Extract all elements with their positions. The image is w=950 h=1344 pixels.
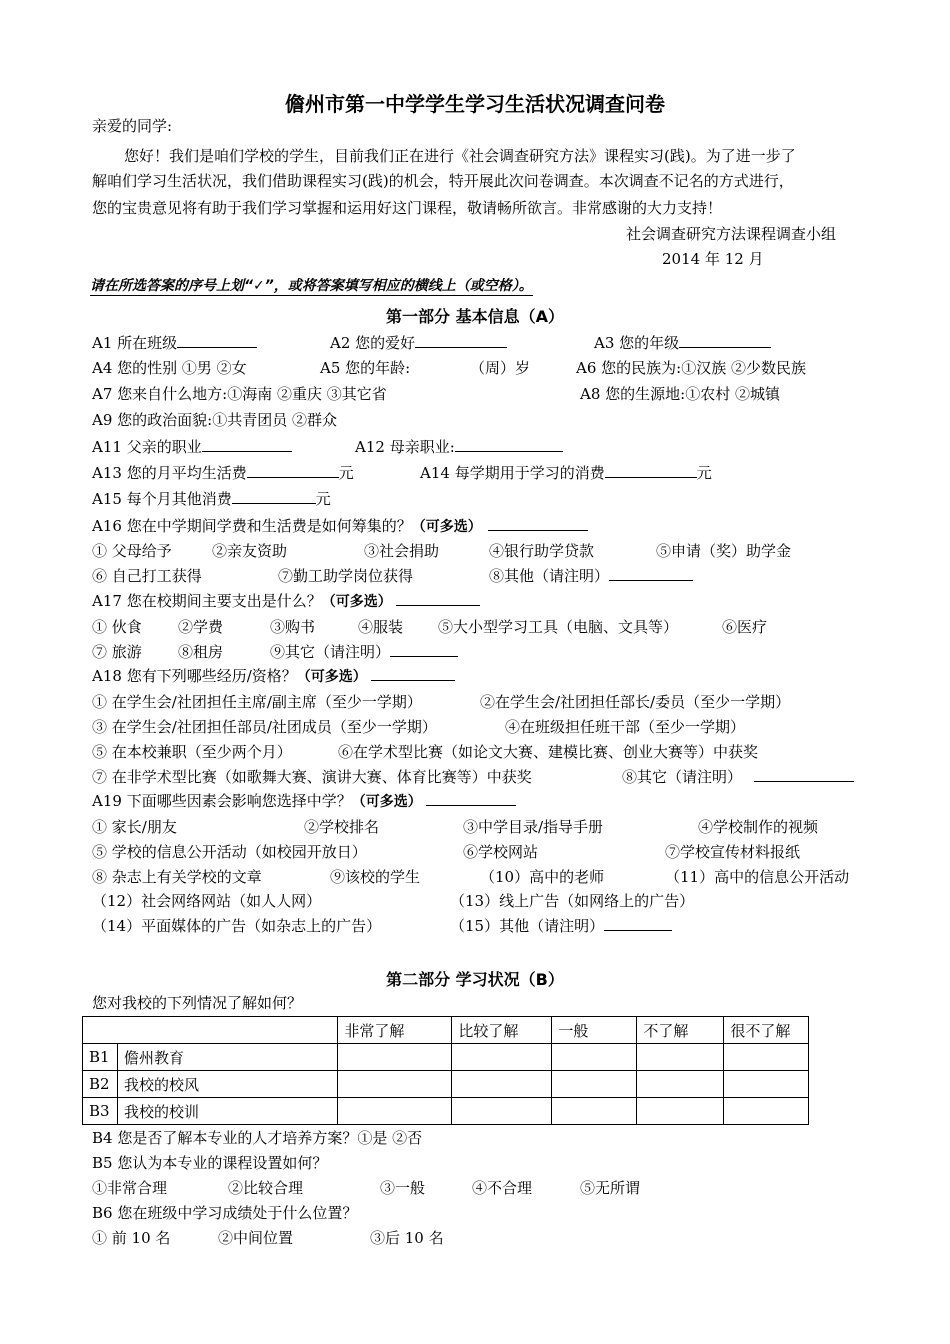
- a16-other-blank[interactable]: [609, 566, 693, 581]
- a15-blank[interactable]: [232, 489, 316, 504]
- question-a13: [92, 463, 354, 483]
- a16-blank[interactable]: [488, 516, 588, 531]
- column-header: 比较了解: [452, 1017, 552, 1044]
- a19-option-6[interactable]: ⑥学校网站: [463, 843, 539, 861]
- row-label: 我校的校训: [118, 1098, 338, 1125]
- page-title: 儋州市第一中学学生学习生活状况调查问卷: [285, 92, 665, 116]
- a17-option-4[interactable]: ④服装: [358, 618, 404, 636]
- a16-option-8[interactable]: [489, 566, 693, 586]
- question-a11: [92, 437, 292, 457]
- a18-other-blank[interactable]: [754, 767, 854, 782]
- b6-option-1[interactable]: ① 前 10 名: [92, 1229, 171, 1247]
- column-header: 非常了解: [338, 1017, 452, 1044]
- question-a3: [594, 333, 771, 353]
- a2-blank[interactable]: [415, 333, 507, 348]
- table-corner-cell: [83, 1017, 338, 1044]
- a3-label: A3 您的年级: [594, 334, 680, 352]
- a12-blank[interactable]: [455, 437, 563, 452]
- question-a1: [92, 333, 257, 353]
- question-a9[interactable]: A9 您的政治面貌:①共青团员 ②群众: [92, 411, 337, 429]
- a14-blank[interactable]: [605, 463, 697, 478]
- row-id: B2: [83, 1071, 118, 1098]
- column-header: 一般: [552, 1017, 637, 1044]
- answer-cell[interactable]: [338, 1044, 452, 1071]
- a15-unit: 元: [315, 490, 331, 508]
- a18-option-3[interactable]: ③ 在学生会/社团担任部员/社团成员（至少一学期）: [92, 718, 437, 736]
- a18-blank[interactable]: [371, 666, 455, 681]
- question-a7[interactable]: A7 您来自什么地方:①海南 ②重庆 ③其它省: [92, 385, 387, 403]
- a17-option-8[interactable]: ⑧租房: [178, 643, 224, 661]
- intro-line-2: 解咱们学习生活状况，我们借助课程实习(践)的机会，特开展此次问卷调查。本次调查不记名的方式进行，: [92, 172, 794, 190]
- a17-label: A17 您在校期间主要支出是什么？: [92, 592, 322, 610]
- a16-option-8-label: ⑧其他（请注明）: [489, 567, 610, 585]
- a19-blank[interactable]: [426, 791, 516, 806]
- table-row: [83, 1071, 809, 1098]
- question-a12: [355, 437, 563, 457]
- table-row: [83, 1044, 809, 1071]
- answer-cell[interactable]: [552, 1098, 637, 1125]
- a16-option-5[interactable]: ⑤申请（奖）助学金: [656, 542, 792, 560]
- a13-blank[interactable]: [247, 463, 339, 478]
- a19-option-3[interactable]: ③中学目录/指导手册: [463, 818, 604, 836]
- a17-option-7[interactable]: ⑦ 旅游: [92, 643, 142, 661]
- a17-blank[interactable]: [396, 591, 480, 606]
- a18-option-7[interactable]: ⑦ 在非学术型比赛（如歌舞大赛、演讲大赛、体育比赛等）中获奖: [92, 768, 532, 786]
- instruction: 请在所选答案的序号上划“✓”，或将答案填写相应的横线上（或空格）。: [90, 278, 533, 294]
- a17-option-2[interactable]: ②学费: [178, 618, 224, 636]
- question-a4[interactable]: A4 您的性别 ①男 ②女: [92, 359, 247, 377]
- table-question: 您对我校的下列情况了解如何？: [92, 994, 303, 1012]
- answer-cell[interactable]: [637, 1098, 724, 1125]
- a18-option-4[interactable]: ④在班级担任班干部（至少一学期）: [505, 718, 746, 736]
- a18-option-8-label: ⑧其它（请注明）: [622, 768, 743, 786]
- a19-option-13[interactable]: （13）线上广告（如网络上的广告）: [450, 892, 695, 910]
- a13-label: A13 您的月平均生活费: [92, 464, 247, 482]
- a1-blank[interactable]: [177, 333, 257, 348]
- a2-label: A2 您的爱好: [330, 334, 416, 352]
- intro-line-3: 您的宝贵意见将有助于我们学习掌握和运用好这门课程，敬请畅所欲言。非常感谢的大力支持！: [92, 199, 723, 217]
- question-a16: [92, 516, 588, 536]
- a17-multi-note: （可多选）: [321, 594, 392, 610]
- a16-option-3[interactable]: ③社会捐助: [364, 542, 440, 560]
- column-header: 很不了解: [724, 1017, 809, 1044]
- knowledge-table: [82, 1016, 809, 1125]
- question-b5: B5 您认为本专业的课程设置如何？: [92, 1154, 328, 1172]
- b5-option-4[interactable]: ④不合理: [472, 1179, 533, 1197]
- question-b4[interactable]: B4 您是否了解本专业的人才培养方案？①是 ②否: [92, 1129, 423, 1147]
- a13-unit: 元: [338, 464, 354, 482]
- answer-cell[interactable]: [724, 1098, 809, 1125]
- a16-label: A16 您在中学期间学费和生活费是如何筹集的？: [92, 517, 412, 535]
- a19-option-9[interactable]: ⑨该校的学生: [330, 868, 421, 886]
- answer-cell[interactable]: [724, 1071, 809, 1098]
- table-row: [83, 1098, 809, 1125]
- a18-option-5[interactable]: ⑤ 在本校兼职（至少两个月）: [92, 743, 292, 761]
- part2-title: 第二部分 学习状况（B）: [386, 970, 564, 989]
- a11-blank[interactable]: [202, 437, 292, 452]
- a19-option-1[interactable]: ① 家长/朋友: [92, 818, 177, 836]
- b5-option-5[interactable]: ⑤无所谓: [580, 1179, 641, 1197]
- a17-option-9[interactable]: [270, 642, 458, 662]
- b5-option-3[interactable]: ③一般: [380, 1179, 426, 1197]
- answer-cell[interactable]: [338, 1071, 452, 1098]
- a19-option-10[interactable]: （10）高中的老师: [480, 868, 605, 886]
- a19-option-11[interactable]: （11）高中的信息公开活动: [665, 868, 850, 886]
- a16-option-4[interactable]: ④银行助学贷款: [489, 542, 595, 560]
- a19-option-15[interactable]: [450, 916, 672, 936]
- a16-option-2[interactable]: ②亲友资助: [212, 542, 288, 560]
- question-a5: A5 您的年龄:: [320, 359, 411, 377]
- row-label: 我校的校风: [118, 1071, 338, 1098]
- answer-cell[interactable]: [452, 1098, 552, 1125]
- a17-option-1[interactable]: ① 伙食: [92, 618, 142, 636]
- a19-option-5[interactable]: ⑤ 学校的信息公开活动（如校园开放日）: [92, 843, 367, 861]
- answer-cell[interactable]: [552, 1071, 637, 1098]
- question-a6[interactable]: A6 您的民族为:①汉族 ②少数民族: [576, 359, 806, 377]
- a1-label: A1 所在班级: [92, 334, 178, 352]
- question-a19: [92, 791, 516, 811]
- a19-option-4[interactable]: ④学校制作的视频: [698, 818, 819, 836]
- a17-other-blank[interactable]: [390, 642, 458, 657]
- a19-option-14[interactable]: （14）平面媒体的广告（如杂志上的广告）: [92, 917, 382, 935]
- a18-option-6[interactable]: ⑥在学术型比赛（如论文大赛、建模比赛、创业大赛等）中获奖: [338, 743, 759, 761]
- question-a14: [420, 463, 712, 483]
- answer-cell[interactable]: [338, 1098, 452, 1125]
- row-id: B3: [83, 1098, 118, 1125]
- a16-option-7[interactable]: ⑦勤工助学岗位获得: [278, 567, 414, 585]
- a16-option-1[interactable]: ① 父母给予: [92, 542, 172, 560]
- a19-multi-note: （可多选）: [351, 794, 422, 810]
- greeting: 亲爱的同学:: [92, 117, 173, 135]
- answer-cell[interactable]: [452, 1044, 552, 1071]
- a19-other-blank[interactable]: [604, 916, 672, 931]
- b6-option-3[interactable]: ③后 10 名: [370, 1229, 444, 1247]
- a18-option-8[interactable]: [622, 767, 854, 787]
- signature: 社会调查研究方法课程调查小组: [626, 225, 837, 243]
- answer-cell[interactable]: [552, 1044, 637, 1071]
- a19-option-2[interactable]: ②学校排名: [304, 818, 380, 836]
- answer-cell[interactable]: [452, 1071, 552, 1098]
- a17-option-3[interactable]: ③购书: [270, 618, 316, 636]
- a19-option-15-label: （15）其他（请注明）: [450, 917, 605, 935]
- a14-unit: 元: [696, 464, 712, 482]
- question-a17: [92, 591, 480, 611]
- question-b6: B6 您在班级中学习成绩处于什么位置？: [92, 1204, 358, 1222]
- a11-label: A11 父亲的职业: [92, 438, 202, 456]
- part1-title: 第一部分 基本信息（A）: [386, 307, 564, 326]
- a17-option-6[interactable]: ⑥医疗: [722, 618, 768, 636]
- a18-label: A18 您有下列哪些经历/资格？: [92, 667, 297, 685]
- question-a2: [330, 333, 507, 353]
- row-id: B1: [83, 1044, 118, 1071]
- answer-cell[interactable]: [724, 1044, 809, 1071]
- a14-label: A14 每学期用于学习的消费: [420, 464, 605, 482]
- a18-option-2[interactable]: ②在学生会/社团担任部长/委员（至少一学期）: [480, 693, 791, 711]
- a15-label: A15 每个月其他消费: [92, 490, 232, 508]
- b5-option-1[interactable]: ①非常合理: [92, 1179, 168, 1197]
- a5-unit: （周）岁: [470, 359, 531, 377]
- a3-blank[interactable]: [679, 333, 771, 348]
- a19-option-8[interactable]: ⑧ 杂志上有关学校的文章: [92, 868, 262, 886]
- table-header-row: [83, 1017, 809, 1044]
- a16-option-6[interactable]: ⑥ 自己打工获得: [92, 567, 202, 585]
- a18-option-1[interactable]: ① 在学生会/社团担任主席/副主席（至少一学期）: [92, 693, 422, 711]
- question-a8[interactable]: A8 您的生源地:①农村 ②城镇: [580, 385, 780, 403]
- a17-option-5[interactable]: ⑤大小型学习工具（电脑、文具等）: [438, 618, 679, 636]
- a19-label: A19 下面哪些因素会影响您选择中学？: [92, 792, 352, 810]
- a19-option-12[interactable]: （12）社会网络网站（如人人网）: [92, 892, 322, 910]
- a17-option-9-label: ⑨其它（请注明）: [270, 643, 391, 661]
- a19-option-7[interactable]: ⑦学校宣传材料报纸: [665, 843, 801, 861]
- question-a18: [92, 666, 455, 686]
- question-a15: [92, 489, 331, 509]
- a18-multi-note: （可多选）: [296, 669, 367, 685]
- b5-option-2[interactable]: ②比较合理: [228, 1179, 304, 1197]
- answer-cell[interactable]: [637, 1071, 724, 1098]
- column-header: 不了解: [637, 1017, 724, 1044]
- a12-label: A12 母亲职业:: [355, 438, 455, 456]
- answer-cell[interactable]: [637, 1044, 724, 1071]
- row-label: 儋州教育: [118, 1044, 338, 1071]
- a16-multi-note: （可多选）: [411, 519, 482, 535]
- date: 2014 年 12 月: [662, 250, 764, 268]
- b6-option-2[interactable]: ②中间位置: [218, 1229, 294, 1247]
- intro-line-1: 您好！我们是咱们学校的学生，目前我们正在进行《社会调查研究方法》课程实习(践)。为了进一步了: [124, 147, 796, 165]
